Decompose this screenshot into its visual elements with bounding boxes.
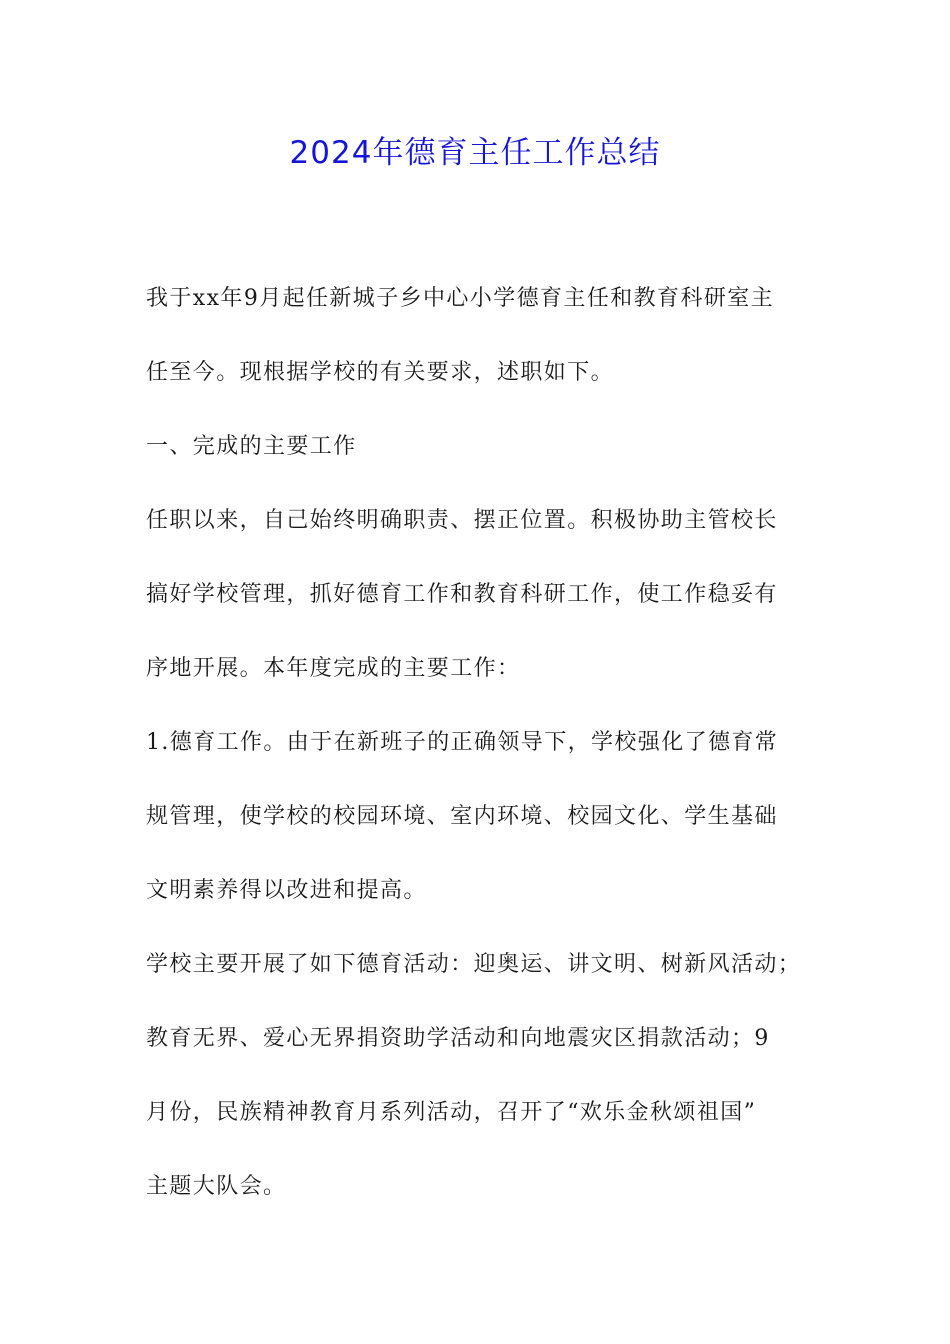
body-line: 任职以来，自己始终明确职责、摆正位置。积极协助主管校长 bbox=[146, 508, 778, 533]
body-line: 序地开展。本年度完成的主要工作： bbox=[146, 656, 521, 681]
body-line: 主题大队会。 bbox=[146, 1174, 287, 1199]
body-line: 搞好学校管理，抓好德育工作和教育科研工作，使工作稳妥有 bbox=[146, 582, 778, 607]
body-line: 1.德育工作。由于在新班子的正确领导下，学校强化了德育常 bbox=[146, 730, 779, 755]
body-line: 文明素养得以改进和提高。 bbox=[146, 878, 427, 903]
body-line: 教育无界、爱心无界捐资助学活动和向地震灾区捐款活动；9 bbox=[146, 1026, 770, 1051]
body-line: 任至今。现根据学校的有关要求，述职如下。 bbox=[146, 360, 615, 385]
body-line: 我于xx年9月起任新城子乡中心小学德育主任和教育科研室主 bbox=[146, 286, 775, 311]
document-body bbox=[146, 262, 836, 1224]
section-heading: 一、完成的主要工作 bbox=[146, 434, 357, 459]
document-title: 2024年德育主任工作总结 bbox=[289, 135, 661, 171]
body-line: 规管理，使学校的校园环境、室内环境、校园文化、学生基础 bbox=[146, 804, 778, 829]
body-line: 月份，民族精神教育月系列活动，召开了“欢乐金秋颂祖国” bbox=[146, 1100, 757, 1125]
body-line: 学校主要开展了如下德育活动：迎奥运、讲文明、树新风活动； bbox=[146, 952, 802, 977]
